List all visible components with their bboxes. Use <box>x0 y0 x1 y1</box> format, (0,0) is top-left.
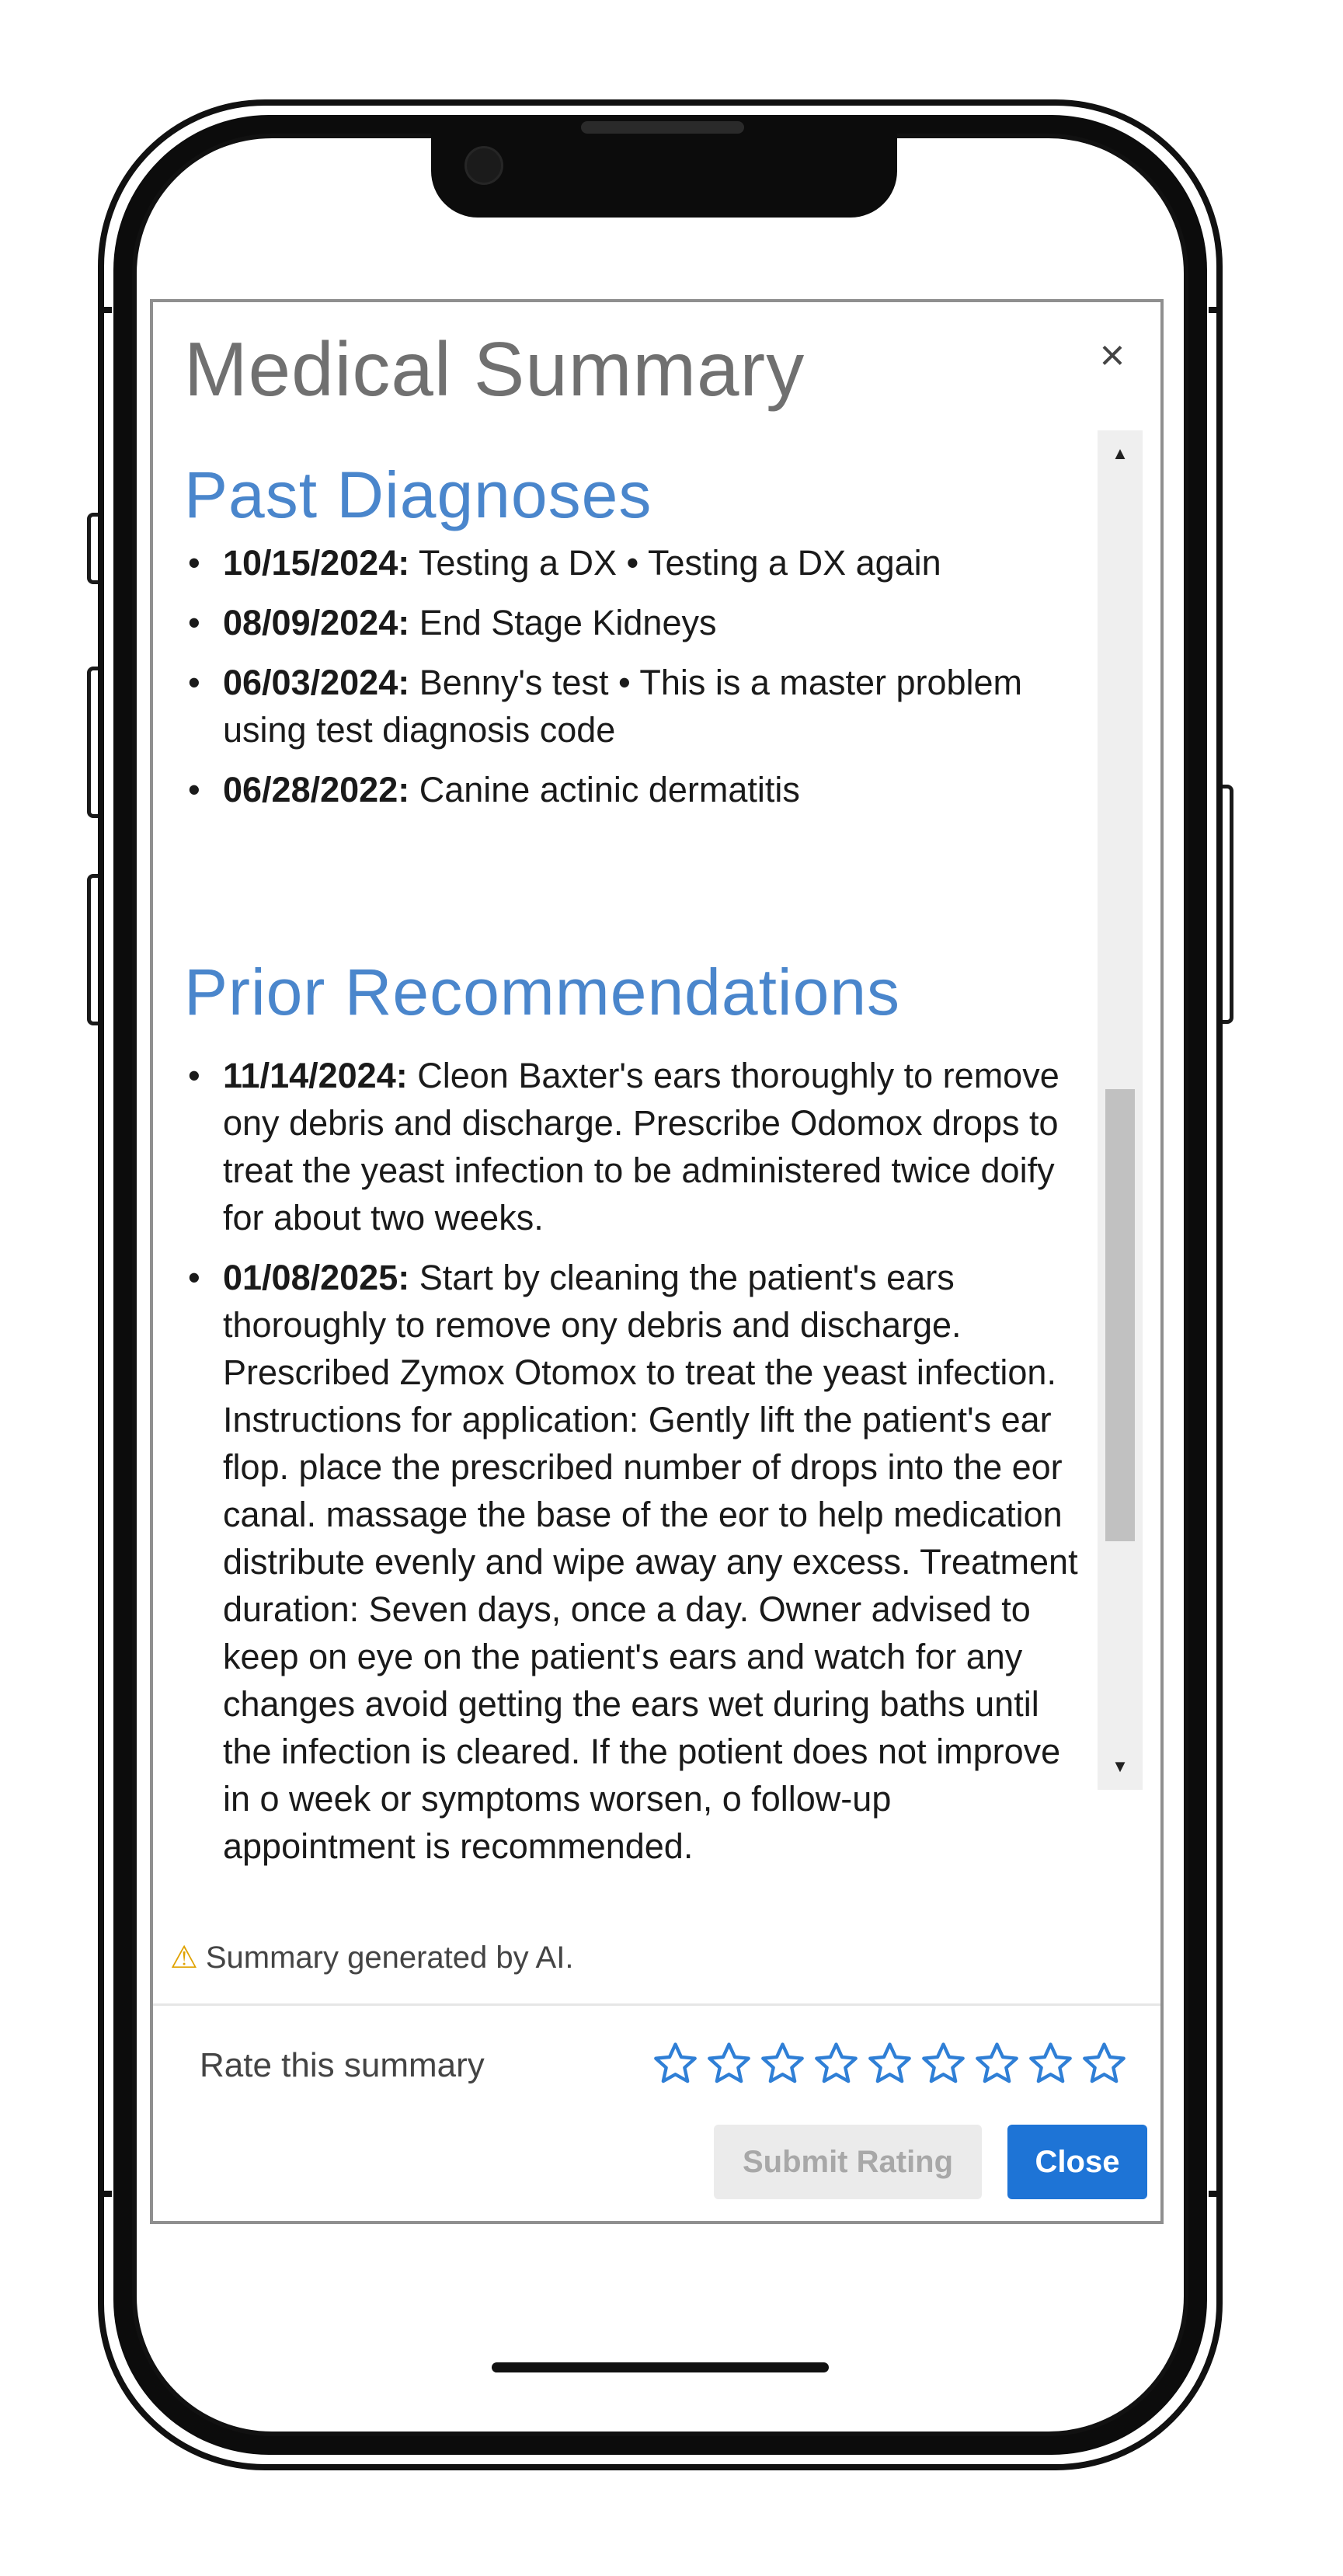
scrollbar-thumb[interactable] <box>1105 1089 1135 1541</box>
star-outline-icon[interactable] <box>865 2038 915 2089</box>
summary-content <box>176 458 1108 2042</box>
ai-disclaimer <box>170 1940 573 1976</box>
star-rating <box>650 2038 1129 2089</box>
recommendation-text: Start by cleaning the patient's ears thoroughly to remove ony debris and discharge. Prescribed Zymox Otomox to treat the yeast infection. Instructions for application: Gently lift the patient's ear flop. place the prescribed number of drops into the eor canal. massage the base of the eor to help medication distribute evenly and wipe away any excess. Treatment duration: Seven days, once a day. Owner advised to keep on eye on the patient's ears and watch for any changes avoid getting the ears wet during baths until the infection is cleared. If the potient does not improve in o week or symptoms worsen, o follow-up appointment is recommended. <box>223 1258 1078 1866</box>
antenna-band <box>98 2191 112 2197</box>
front-camera <box>464 146 503 185</box>
list-item <box>176 599 1093 646</box>
vertical-scrollbar[interactable] <box>1098 430 1143 1790</box>
submit-rating-button[interactable]: Submit Rating <box>714 2125 982 2199</box>
diagnosis-text: Benny's test • This is a master problem using test diagnosis code <box>223 663 1023 750</box>
scroll-down-arrow-icon[interactable]: ▼ <box>1112 1756 1129 1776</box>
antenna-band <box>98 307 112 313</box>
medical-summary-modal <box>150 299 1164 2224</box>
star-outline-icon[interactable] <box>811 2038 861 2089</box>
list-item <box>176 1254 1093 1870</box>
star-outline-icon[interactable] <box>972 2038 1022 2089</box>
diagnosis-date: 06/28/2022: <box>223 770 410 809</box>
rate-summary-label: Rate this summary <box>200 2046 485 2084</box>
phone-speaker <box>581 121 744 134</box>
modal-title: Medical Summary <box>184 326 805 412</box>
star-outline-icon[interactable] <box>704 2038 754 2089</box>
star-outline-icon[interactable] <box>650 2038 701 2089</box>
list-item <box>176 659 1093 754</box>
home-indicator <box>492 2362 829 2372</box>
list-item <box>176 539 1093 587</box>
warning-icon: ⚠ <box>170 1941 198 1975</box>
list-item <box>176 766 1093 813</box>
diagnosis-text: Canine actinic dermatitis <box>409 770 800 809</box>
prior-recommendations-heading: Prior Recommendations <box>184 956 901 1029</box>
footer-divider <box>153 2003 1160 2006</box>
diagnosis-text: Testing a DX • Testing a DX again <box>409 543 941 583</box>
prior-recommendations-list <box>176 1052 1093 1882</box>
diagnosis-date: 06/03/2024: <box>223 663 410 702</box>
past-diagnoses-heading: Past Diagnoses <box>184 458 652 531</box>
recommendation-date: 01/08/2025: <box>223 1258 410 1297</box>
star-outline-icon[interactable] <box>1025 2038 1076 2089</box>
close-button[interactable]: Close <box>1007 2125 1147 2199</box>
star-outline-icon[interactable] <box>918 2038 969 2089</box>
diagnosis-text: End Stage Kidneys <box>409 603 717 642</box>
diagnosis-date: 10/15/2024: <box>223 543 410 583</box>
scroll-up-arrow-icon[interactable]: ▲ <box>1112 444 1129 463</box>
past-diagnoses-list <box>176 539 1093 826</box>
list-item <box>176 1052 1093 1241</box>
antenna-band <box>1209 2191 1223 2197</box>
diagnosis-date: 08/09/2024: <box>223 603 410 642</box>
recommendation-date: 11/14/2024: <box>223 1056 408 1095</box>
ai-disclaimer-text: Summary generated by AI. <box>205 1941 574 1975</box>
star-outline-icon[interactable] <box>1079 2038 1129 2089</box>
star-outline-icon[interactable] <box>757 2038 808 2089</box>
antenna-band <box>1209 307 1223 313</box>
recommendation-text: Cleon Baxter's ears thoroughly to remove ony debris and discharge. Prescribe Odomox drops to treat the yeast infection to be administered twice doify for about two weeks. <box>223 1056 1059 1238</box>
close-icon[interactable]: × <box>1099 330 1126 379</box>
